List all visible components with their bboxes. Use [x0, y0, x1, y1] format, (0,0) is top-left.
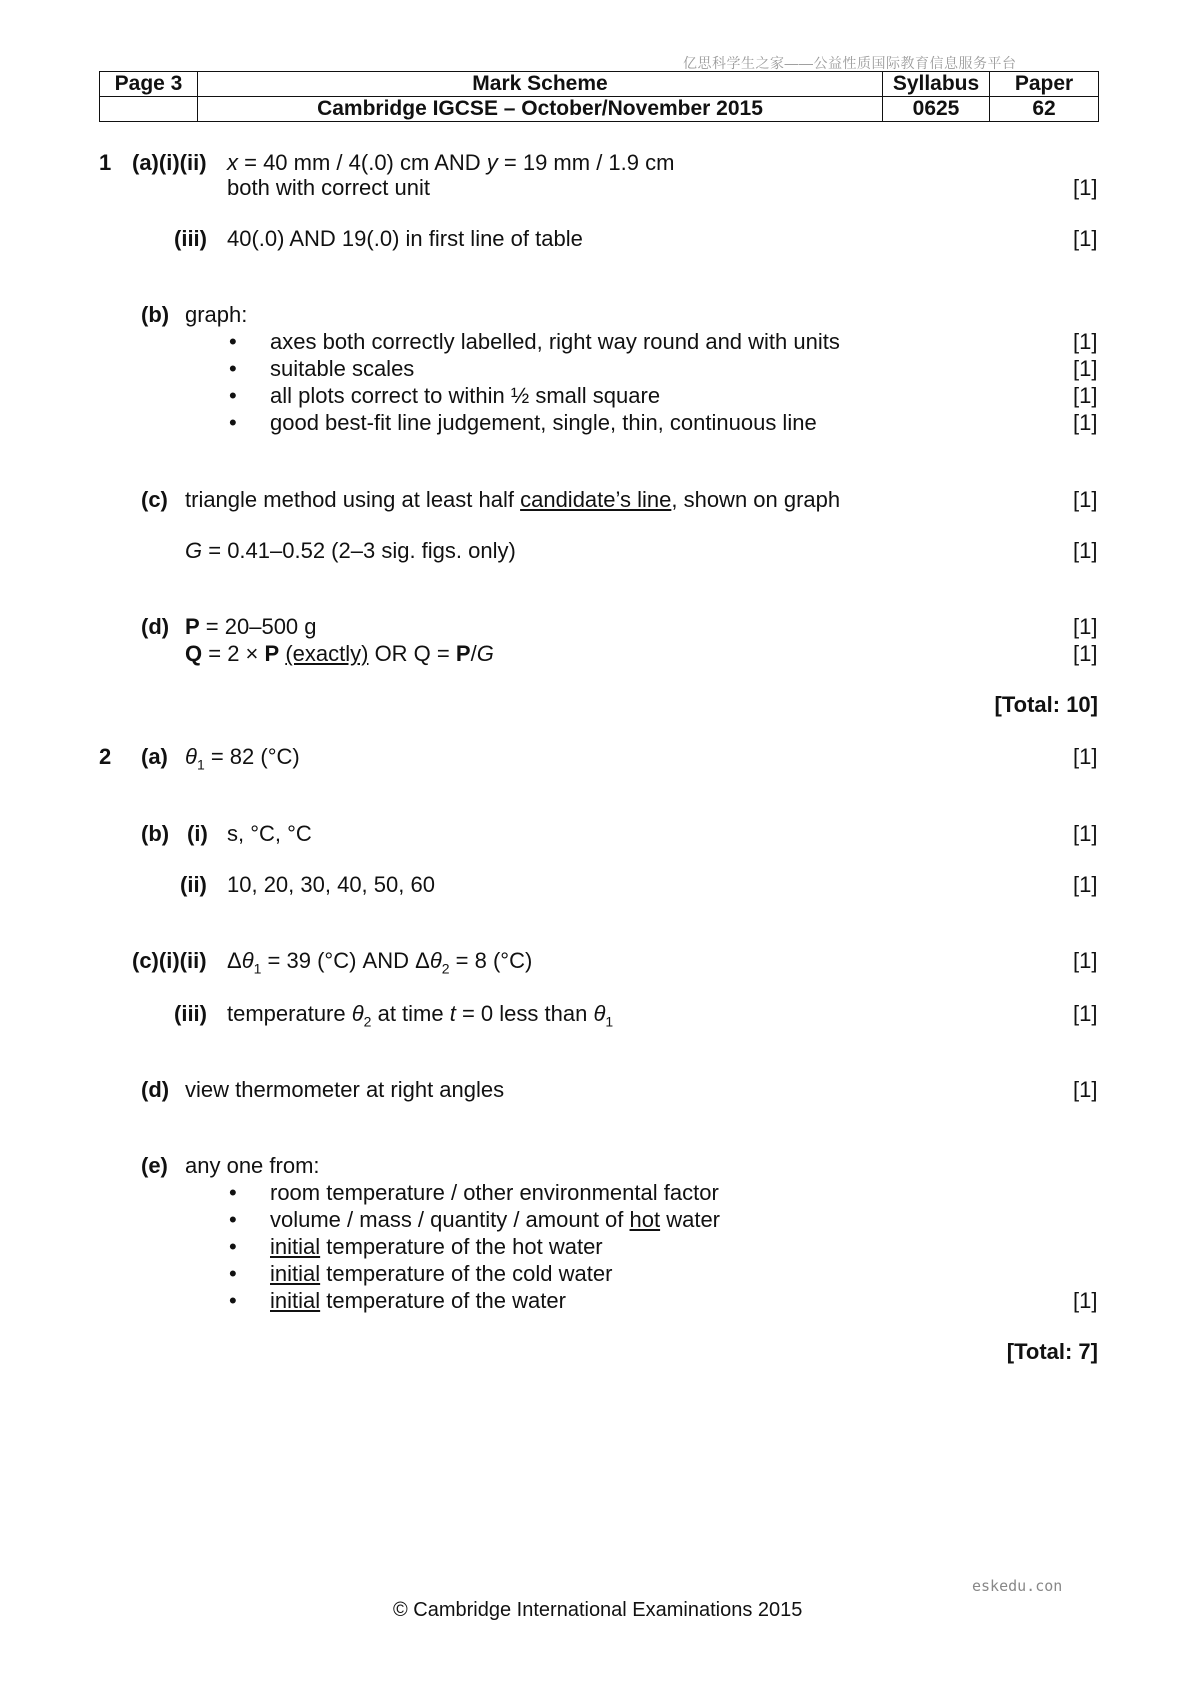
q1-d-p: P = 20–500 g [185, 614, 317, 639]
q2-d-answer: view thermometer at right angles [185, 1077, 505, 1102]
q2-number: 2 [99, 744, 112, 769]
header-exam: Cambridge IGCSE – October/November 2015 [198, 97, 883, 122]
header-table [99, 71, 1099, 122]
q2-e-bullet-3: initial temperature of the hot water [270, 1234, 603, 1259]
q2-e-label: (e) [141, 1153, 168, 1178]
q1-total: [Total: 10] [994, 692, 1098, 717]
watermark-top: 亿思科学生之家——公益性质国际教育信息服务平台 [683, 55, 1017, 71]
q1-d-q: Q = 2 × P (exactly) OR Q = P/G [185, 641, 494, 666]
q2-bi-label: (i) [187, 821, 208, 846]
bullet: • [229, 1288, 237, 1313]
q1-d-mark-2: [1] [1073, 641, 1098, 666]
q1-aiii-label: (iii) [174, 226, 207, 251]
q2-e-text: any one from: [185, 1153, 320, 1178]
footer-copyright: © Cambridge International Examinations 2015 [393, 1599, 803, 1621]
q2-c-answer: $\Delta\theta_1 = 39$ (°C) AND $\Delta\theta_2 = 8$ (°C) [227, 948, 533, 977]
q1-c-label: (c) [141, 487, 168, 512]
q1-b-bullet-2: suitable scales [270, 356, 415, 381]
q2-bi-mark: [1] [1073, 821, 1098, 846]
header-syllabus: 0625 [883, 97, 990, 122]
q1-aiii-answer: 40(.0) AND 19(.0) in first line of table [227, 226, 583, 251]
bullet: • [229, 1180, 237, 1205]
q2-e-mark: [1] [1073, 1288, 1098, 1313]
q1-c-gradient: G = 0.41–0.52 (2–3 sig. figs. only) [185, 538, 516, 563]
bullet: • [229, 1234, 237, 1259]
q2-ciii-mark: [1] [1073, 1001, 1098, 1026]
q1-b-mark-3: [1] [1073, 383, 1098, 408]
q1-a-mark: [1] [1073, 175, 1098, 200]
q2-a-label: (a) [141, 744, 168, 769]
q1-b-mark-4: [1] [1073, 410, 1098, 435]
header-paper-label: Paper [990, 72, 1099, 97]
header-page: Page 3 [100, 72, 198, 97]
q2-ciii-label: (iii) [174, 1001, 207, 1026]
q1-d-mark-1: [1] [1073, 614, 1098, 639]
q2-d-mark: [1] [1073, 1077, 1098, 1102]
bullet: • [229, 410, 237, 435]
q1-c-mark-1: [1] [1073, 487, 1098, 512]
q2-bii-label: (ii) [180, 872, 207, 897]
watermark-bottom: eskedu.con [972, 1577, 1063, 1595]
q1-c-mark-2: [1] [1073, 538, 1098, 563]
q1-b-text: graph: [185, 302, 248, 327]
q2-e-bullet-2: volume / mass / quantity / amount of hot water [270, 1207, 721, 1232]
q2-bi-answer: s, °C, °C [227, 821, 312, 846]
q1-a-label: (a)(i)(ii) [132, 150, 207, 175]
q2-total: [Total: 7] [1006, 1339, 1098, 1364]
q1-b-mark-1: [1] [1073, 329, 1098, 354]
q2-d-label: (d) [141, 1077, 170, 1102]
header-paper: 62 [990, 97, 1099, 122]
q2-a-answer: $\theta_1 = 82$ (°C) [185, 744, 300, 773]
q2-bii-answer: 10, 20, 30, 40, 50, 60 [227, 872, 435, 897]
q1-b-label: (b) [141, 302, 170, 327]
header-title: Mark Scheme [198, 72, 883, 97]
bullet: • [229, 1261, 237, 1286]
q1-b-mark-2: [1] [1073, 356, 1098, 381]
q1-number: 1 [99, 150, 112, 175]
bullet: • [229, 329, 237, 354]
q2-e-bullet-4: initial temperature of the cold water [270, 1261, 613, 1286]
q2-bii-mark: [1] [1073, 872, 1098, 897]
q2-c-mark: [1] [1073, 948, 1098, 973]
q2-a-mark: [1] [1073, 744, 1098, 769]
bullet: • [229, 383, 237, 408]
header-empty-cell [100, 97, 198, 122]
q1-b-bullet-1: axes both correctly labelled, right way round and with units [270, 329, 840, 354]
bullet: • [229, 1207, 237, 1232]
q2-e-bullet-5: initial temperature of the water [270, 1288, 566, 1313]
q1-d-label: (d) [141, 614, 170, 639]
q2-b-label: (b) [141, 821, 170, 846]
q1-a-answer: x = 40 mm / 4(.0) cm AND y = 19 mm / 1.9 cm [227, 150, 675, 175]
q2-ciii-answer: temperature $\theta_2$ at time t = 0 less than $\theta_1$ [227, 1001, 614, 1030]
q1-b-bullet-4: good best-fit line judgement, single, thin, continuous line [270, 410, 817, 435]
q2-c-label: (c)(i)(ii) [132, 948, 207, 973]
header-syllabus-label: Syllabus [883, 72, 990, 97]
bullet: • [229, 356, 237, 381]
q1-c-answer: triangle method using at least half candidate’s line, shown on graph [185, 487, 841, 512]
q2-e-bullet-1: room temperature / other environmental factor [270, 1180, 719, 1205]
q1-b-bullet-3: all plots correct to within ½ small square [270, 383, 661, 408]
q1-a-line2: both with correct unit [227, 175, 430, 200]
q1-aiii-mark: [1] [1073, 226, 1098, 251]
